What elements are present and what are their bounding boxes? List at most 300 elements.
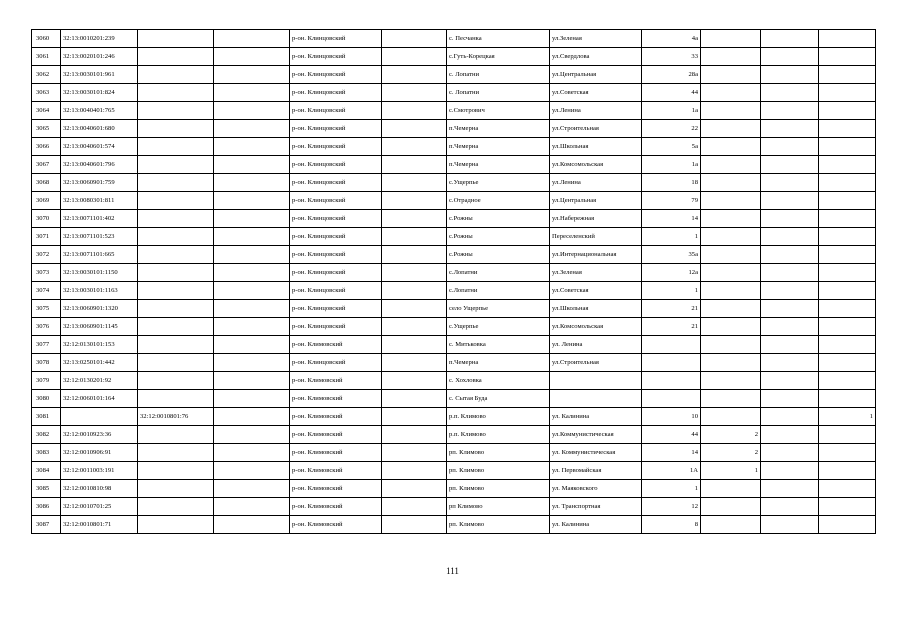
empty-cell — [214, 318, 290, 336]
house-number-cell: 1 — [642, 480, 701, 498]
table-row — [32, 336, 876, 354]
row-number-cell: 3063 — [32, 84, 61, 102]
row-number-cell: 3067 — [32, 156, 61, 174]
cadastral-number-cell: 32:12:0130201:92 — [61, 372, 138, 390]
empty-cell — [761, 408, 819, 426]
empty-cell — [214, 336, 290, 354]
empty-cell — [214, 264, 290, 282]
street-cell: ул.Коммунистическая — [550, 426, 642, 444]
empty-cell — [214, 300, 290, 318]
empty-cell — [382, 120, 447, 138]
locality-cell: с.Ущерпье — [447, 318, 550, 336]
district-cell: р-он. Климовский — [290, 462, 382, 480]
house-number-cell — [642, 372, 701, 390]
cadastral-number-2-cell — [138, 426, 214, 444]
table-row — [32, 516, 876, 534]
house-number-cell — [642, 336, 701, 354]
locality-cell: село Ущерпье — [447, 300, 550, 318]
house-number-cell: 1а — [642, 156, 701, 174]
house-number-cell: 21 — [642, 300, 701, 318]
empty-cell — [761, 246, 819, 264]
table-row — [32, 390, 876, 408]
empty-cell — [761, 372, 819, 390]
row-number-cell: 3085 — [32, 480, 61, 498]
table-row — [32, 30, 876, 48]
empty-cell — [214, 102, 290, 120]
extra-cell — [819, 66, 876, 84]
flat-number-cell — [701, 372, 761, 390]
empty-cell — [761, 264, 819, 282]
empty-cell — [382, 174, 447, 192]
table-row — [32, 372, 876, 390]
empty-cell — [382, 300, 447, 318]
cadastral-number-2-cell — [138, 156, 214, 174]
empty-cell — [761, 480, 819, 498]
house-number-cell — [642, 354, 701, 372]
street-cell: ул.Зеленая — [550, 30, 642, 48]
locality-cell: с.Смотрович — [447, 102, 550, 120]
empty-cell — [214, 30, 290, 48]
empty-cell — [382, 156, 447, 174]
empty-cell — [214, 354, 290, 372]
street-cell: ул.Свердлова — [550, 48, 642, 66]
house-number-cell: 44 — [642, 426, 701, 444]
empty-cell — [761, 102, 819, 120]
row-number-cell: 3073 — [32, 264, 61, 282]
cadastral-number-cell: 32:12:0010801:71 — [61, 516, 138, 534]
extra-cell — [819, 498, 876, 516]
flat-number-cell: 2 — [701, 426, 761, 444]
district-cell: р-он. Климовский — [290, 444, 382, 462]
house-number-cell: 18 — [642, 174, 701, 192]
house-number-cell: 10 — [642, 408, 701, 426]
house-number-cell: 22 — [642, 120, 701, 138]
cadastral-number-2-cell — [138, 318, 214, 336]
street-cell: ул. Ленина — [550, 336, 642, 354]
locality-cell: п.Чемерна — [447, 138, 550, 156]
cadastral-number-2-cell — [138, 444, 214, 462]
flat-number-cell — [701, 84, 761, 102]
flat-number-cell — [701, 228, 761, 246]
table-row — [32, 318, 876, 336]
district-cell: р-он. Клинцовский — [290, 264, 382, 282]
table-row — [32, 192, 876, 210]
empty-cell — [214, 372, 290, 390]
district-cell: р-он. Климовский — [290, 498, 382, 516]
table-row — [32, 210, 876, 228]
street-cell: ул.Зеленая — [550, 264, 642, 282]
street-cell: ул. Первомайская — [550, 462, 642, 480]
district-cell: р-он. Климовский — [290, 516, 382, 534]
table-row — [32, 426, 876, 444]
flat-number-cell — [701, 192, 761, 210]
locality-cell: р.п. Климово — [447, 408, 550, 426]
row-number-cell: 3075 — [32, 300, 61, 318]
street-cell: ул.Набережная — [550, 210, 642, 228]
cadastral-number-cell: 32:13:0030101:1163 — [61, 282, 138, 300]
locality-cell: с.Рожны — [447, 228, 550, 246]
extra-cell — [819, 318, 876, 336]
empty-cell — [382, 354, 447, 372]
flat-number-cell — [701, 300, 761, 318]
extra-cell — [819, 174, 876, 192]
locality-cell: с.Ущерпье — [447, 174, 550, 192]
empty-cell — [382, 66, 447, 84]
cadastral-number-2-cell — [138, 120, 214, 138]
district-cell: р-он. Клинцовский — [290, 246, 382, 264]
flat-number-cell: 2 — [701, 444, 761, 462]
empty-cell — [382, 336, 447, 354]
house-number-cell: 14 — [642, 210, 701, 228]
cadastral-number-2-cell — [138, 138, 214, 156]
locality-cell: рп. Климово — [447, 444, 550, 462]
extra-cell — [819, 426, 876, 444]
house-number-cell: 1 — [642, 228, 701, 246]
flat-number-cell — [701, 138, 761, 156]
table-row — [32, 120, 876, 138]
cadastral-number-cell: 32:12:0010810:98 — [61, 480, 138, 498]
street-cell: ул.Центральная — [550, 66, 642, 84]
table-row — [32, 480, 876, 498]
locality-cell: с.Гуть-Корецкая — [447, 48, 550, 66]
row-number-cell: 3062 — [32, 66, 61, 84]
table-row — [32, 498, 876, 516]
flat-number-cell — [701, 498, 761, 516]
cadastral-number-cell: 32:13:0030101:961 — [61, 66, 138, 84]
extra-cell — [819, 138, 876, 156]
empty-cell — [382, 408, 447, 426]
district-cell: р-он. Климовский — [290, 426, 382, 444]
empty-cell — [214, 210, 290, 228]
street-cell: ул.Советская — [550, 282, 642, 300]
table-row — [32, 156, 876, 174]
extra-cell — [819, 282, 876, 300]
empty-cell — [761, 354, 819, 372]
cadastral-number-cell: 32:13:0030101:1150 — [61, 264, 138, 282]
row-number-cell: 3084 — [32, 462, 61, 480]
district-cell: р-он. Климовский — [290, 480, 382, 498]
empty-cell — [761, 462, 819, 480]
empty-cell — [214, 390, 290, 408]
flat-number-cell — [701, 516, 761, 534]
extra-cell — [819, 120, 876, 138]
extra-cell — [819, 228, 876, 246]
district-cell: р-он. Клинцовский — [290, 300, 382, 318]
empty-cell — [214, 156, 290, 174]
cadastral-number-cell: 32:12:0010701:25 — [61, 498, 138, 516]
district-cell: р-он. Клинцовский — [290, 84, 382, 102]
empty-cell — [214, 498, 290, 516]
street-cell: ул. Калинина — [550, 408, 642, 426]
cadastral-number-2-cell — [138, 354, 214, 372]
cadastral-number-cell: 32:12:0010923:36 — [61, 426, 138, 444]
table-row — [32, 462, 876, 480]
page-number: 111 — [446, 566, 459, 576]
cadastral-number-2-cell — [138, 228, 214, 246]
empty-cell — [214, 228, 290, 246]
extra-cell: 1 — [819, 408, 876, 426]
district-cell: р-он. Клинцовский — [290, 318, 382, 336]
locality-cell: с. Песчанка — [447, 30, 550, 48]
extra-cell — [819, 516, 876, 534]
empty-cell — [382, 318, 447, 336]
table-row — [32, 408, 876, 426]
row-number-cell: 3061 — [32, 48, 61, 66]
flat-number-cell — [701, 210, 761, 228]
row-number-cell: 3060 — [32, 30, 61, 48]
extra-cell — [819, 192, 876, 210]
cadastral-number-cell: 32:13:0080301:811 — [61, 192, 138, 210]
row-number-cell: 3081 — [32, 408, 61, 426]
cadastral-number-2-cell — [138, 192, 214, 210]
street-cell: ул.Школьная — [550, 138, 642, 156]
house-number-cell: 14 — [642, 444, 701, 462]
row-number-cell: 3069 — [32, 192, 61, 210]
table-row — [32, 246, 876, 264]
district-cell: р-он. Клинцовский — [290, 48, 382, 66]
empty-cell — [761, 138, 819, 156]
district-cell: р-он. Клинцовский — [290, 156, 382, 174]
cadastral-number-cell: 32:13:0060901:1320 — [61, 300, 138, 318]
extra-cell — [819, 444, 876, 462]
table-body — [32, 30, 876, 534]
street-cell — [550, 372, 642, 390]
locality-cell: п.Чемерна — [447, 156, 550, 174]
locality-cell: с.Рожны — [447, 246, 550, 264]
street-cell: Переселенский — [550, 228, 642, 246]
cadastral-number-cell: 32:13:0071101:665 — [61, 246, 138, 264]
empty-cell — [214, 462, 290, 480]
cadastral-number-2-cell — [138, 174, 214, 192]
street-cell: ул. Коммунистическая — [550, 444, 642, 462]
locality-cell: п.Чемерна — [447, 120, 550, 138]
cadastral-number-2-cell — [138, 246, 214, 264]
empty-cell — [761, 300, 819, 318]
house-number-cell: 79 — [642, 192, 701, 210]
district-cell: р-он. Клинцовский — [290, 120, 382, 138]
empty-cell — [761, 120, 819, 138]
house-number-cell: 28а — [642, 66, 701, 84]
locality-cell: п.Чемерна — [447, 354, 550, 372]
house-number-cell: 35а — [642, 246, 701, 264]
locality-cell: рп. Климово — [447, 462, 550, 480]
district-cell: р-он. Клинцовский — [290, 30, 382, 48]
flat-number-cell — [701, 336, 761, 354]
flat-number-cell — [701, 30, 761, 48]
district-cell: р-он. Клинцовский — [290, 354, 382, 372]
flat-number-cell: 1 — [701, 462, 761, 480]
flat-number-cell — [701, 354, 761, 372]
house-number-cell: 21 — [642, 318, 701, 336]
cadastral-number-cell: 32:13:0030101:824 — [61, 84, 138, 102]
table-row — [32, 444, 876, 462]
extra-cell — [819, 210, 876, 228]
empty-cell — [761, 516, 819, 534]
extra-cell — [819, 300, 876, 318]
extra-cell — [819, 354, 876, 372]
cadastral-number-2-cell — [138, 264, 214, 282]
cadastral-number-2-cell — [138, 30, 214, 48]
cadastral-number-cell: 32:12:0060101:164 — [61, 390, 138, 408]
locality-cell: с.Лопатни — [447, 282, 550, 300]
row-number-cell: 3070 — [32, 210, 61, 228]
locality-cell: рп Климово — [447, 498, 550, 516]
table-row — [32, 228, 876, 246]
district-cell: р-он. Клинцовский — [290, 138, 382, 156]
empty-cell — [382, 210, 447, 228]
empty-cell — [761, 426, 819, 444]
locality-cell: с.Рожны — [447, 210, 550, 228]
street-cell: ул.Строительная — [550, 354, 642, 372]
row-number-cell: 3080 — [32, 390, 61, 408]
locality-cell: рп. Климово — [447, 480, 550, 498]
cadastral-number-2-cell — [138, 102, 214, 120]
empty-cell — [761, 84, 819, 102]
empty-cell — [382, 372, 447, 390]
district-cell: р-он. Клинцовский — [290, 192, 382, 210]
extra-cell — [819, 372, 876, 390]
empty-cell — [382, 192, 447, 210]
empty-cell — [382, 48, 447, 66]
row-number-cell: 3086 — [32, 498, 61, 516]
cadastral-number-2-cell — [138, 480, 214, 498]
empty-cell — [761, 336, 819, 354]
empty-cell — [382, 390, 447, 408]
district-cell: р-он. Клинцовский — [290, 210, 382, 228]
cadastral-number-cell: 32:12:0011003:191 — [61, 462, 138, 480]
flat-number-cell — [701, 156, 761, 174]
extra-cell — [819, 480, 876, 498]
empty-cell — [382, 462, 447, 480]
cadastral-number-2-cell — [138, 498, 214, 516]
row-number-cell: 3074 — [32, 282, 61, 300]
cadastral-number-cell: 32:12:0010906:91 — [61, 444, 138, 462]
empty-cell — [761, 48, 819, 66]
extra-cell — [819, 84, 876, 102]
cadastral-number-cell: 32:13:0040601:574 — [61, 138, 138, 156]
row-number-cell: 3078 — [32, 354, 61, 372]
street-cell: ул. Маяковского — [550, 480, 642, 498]
empty-cell — [382, 264, 447, 282]
cadastral-number-cell: 32:13:0040401:765 — [61, 102, 138, 120]
empty-cell — [382, 246, 447, 264]
empty-cell — [214, 516, 290, 534]
empty-cell — [214, 84, 290, 102]
cadastral-number-cell — [61, 408, 138, 426]
locality-cell: р.п. Климово — [447, 426, 550, 444]
house-number-cell — [642, 390, 701, 408]
row-number-cell: 3079 — [32, 372, 61, 390]
locality-cell: с. Сытая Буда — [447, 390, 550, 408]
table-row — [32, 102, 876, 120]
cadastral-number-2-cell — [138, 48, 214, 66]
house-number-cell: 12 — [642, 498, 701, 516]
extra-cell — [819, 156, 876, 174]
extra-cell — [819, 48, 876, 66]
district-cell: р-он. Климовский — [290, 390, 382, 408]
extra-cell — [819, 462, 876, 480]
row-number-cell: 3077 — [32, 336, 61, 354]
table-row — [32, 264, 876, 282]
locality-cell: с. Хохловка — [447, 372, 550, 390]
flat-number-cell — [701, 408, 761, 426]
extra-cell — [819, 390, 876, 408]
extra-cell — [819, 246, 876, 264]
empty-cell — [761, 66, 819, 84]
empty-cell — [761, 228, 819, 246]
table-row — [32, 66, 876, 84]
empty-cell — [761, 390, 819, 408]
locality-cell: с. Лопатни — [447, 84, 550, 102]
house-number-cell: 1а — [642, 102, 701, 120]
register-table — [31, 29, 876, 534]
empty-cell — [214, 480, 290, 498]
cadastral-number-2-cell — [138, 390, 214, 408]
row-number-cell: 3065 — [32, 120, 61, 138]
cadastral-number-cell: 32:12:0130101:153 — [61, 336, 138, 354]
empty-cell — [214, 66, 290, 84]
street-cell: ул.Советская — [550, 84, 642, 102]
cadastral-number-2-cell — [138, 210, 214, 228]
empty-cell — [761, 30, 819, 48]
locality-cell: с. Митьковка — [447, 336, 550, 354]
table-row — [32, 174, 876, 192]
street-cell: ул.Центральная — [550, 192, 642, 210]
street-cell: ул.Ленина — [550, 102, 642, 120]
locality-cell: с. Лопатни — [447, 66, 550, 84]
empty-cell — [382, 102, 447, 120]
street-cell: ул. Транспортная — [550, 498, 642, 516]
empty-cell — [761, 156, 819, 174]
empty-cell — [761, 174, 819, 192]
table-row — [32, 138, 876, 156]
extra-cell — [819, 102, 876, 120]
empty-cell — [214, 426, 290, 444]
flat-number-cell — [701, 48, 761, 66]
district-cell: р-он. Климовский — [290, 336, 382, 354]
empty-cell — [214, 192, 290, 210]
street-cell: ул.Комсомольская — [550, 156, 642, 174]
extra-cell — [819, 336, 876, 354]
row-number-cell: 3066 — [32, 138, 61, 156]
cadastral-number-2-cell — [138, 516, 214, 534]
table-row — [32, 354, 876, 372]
empty-cell — [382, 498, 447, 516]
empty-cell — [214, 408, 290, 426]
cadastral-number-cell: 32:13:0071101:523 — [61, 228, 138, 246]
empty-cell — [761, 498, 819, 516]
cadastral-number-cell: 32:13:0040601:680 — [61, 120, 138, 138]
row-number-cell: 3068 — [32, 174, 61, 192]
cadastral-number-cell: 32:13:0071101:402 — [61, 210, 138, 228]
flat-number-cell — [701, 264, 761, 282]
empty-cell — [214, 120, 290, 138]
empty-cell — [761, 444, 819, 462]
cadastral-number-cell: 32:13:0010201:239 — [61, 30, 138, 48]
street-cell: ул.Школьная — [550, 300, 642, 318]
flat-number-cell — [701, 174, 761, 192]
row-number-cell: 3076 — [32, 318, 61, 336]
street-cell — [550, 390, 642, 408]
empty-cell — [382, 138, 447, 156]
cadastral-number-2-cell — [138, 372, 214, 390]
street-cell: ул.Комсомольская — [550, 318, 642, 336]
street-cell: ул.Строительная — [550, 120, 642, 138]
locality-cell: с.Лопатни — [447, 264, 550, 282]
flat-number-cell — [701, 318, 761, 336]
empty-cell — [761, 282, 819, 300]
district-cell: р-он. Клинцовский — [290, 102, 382, 120]
